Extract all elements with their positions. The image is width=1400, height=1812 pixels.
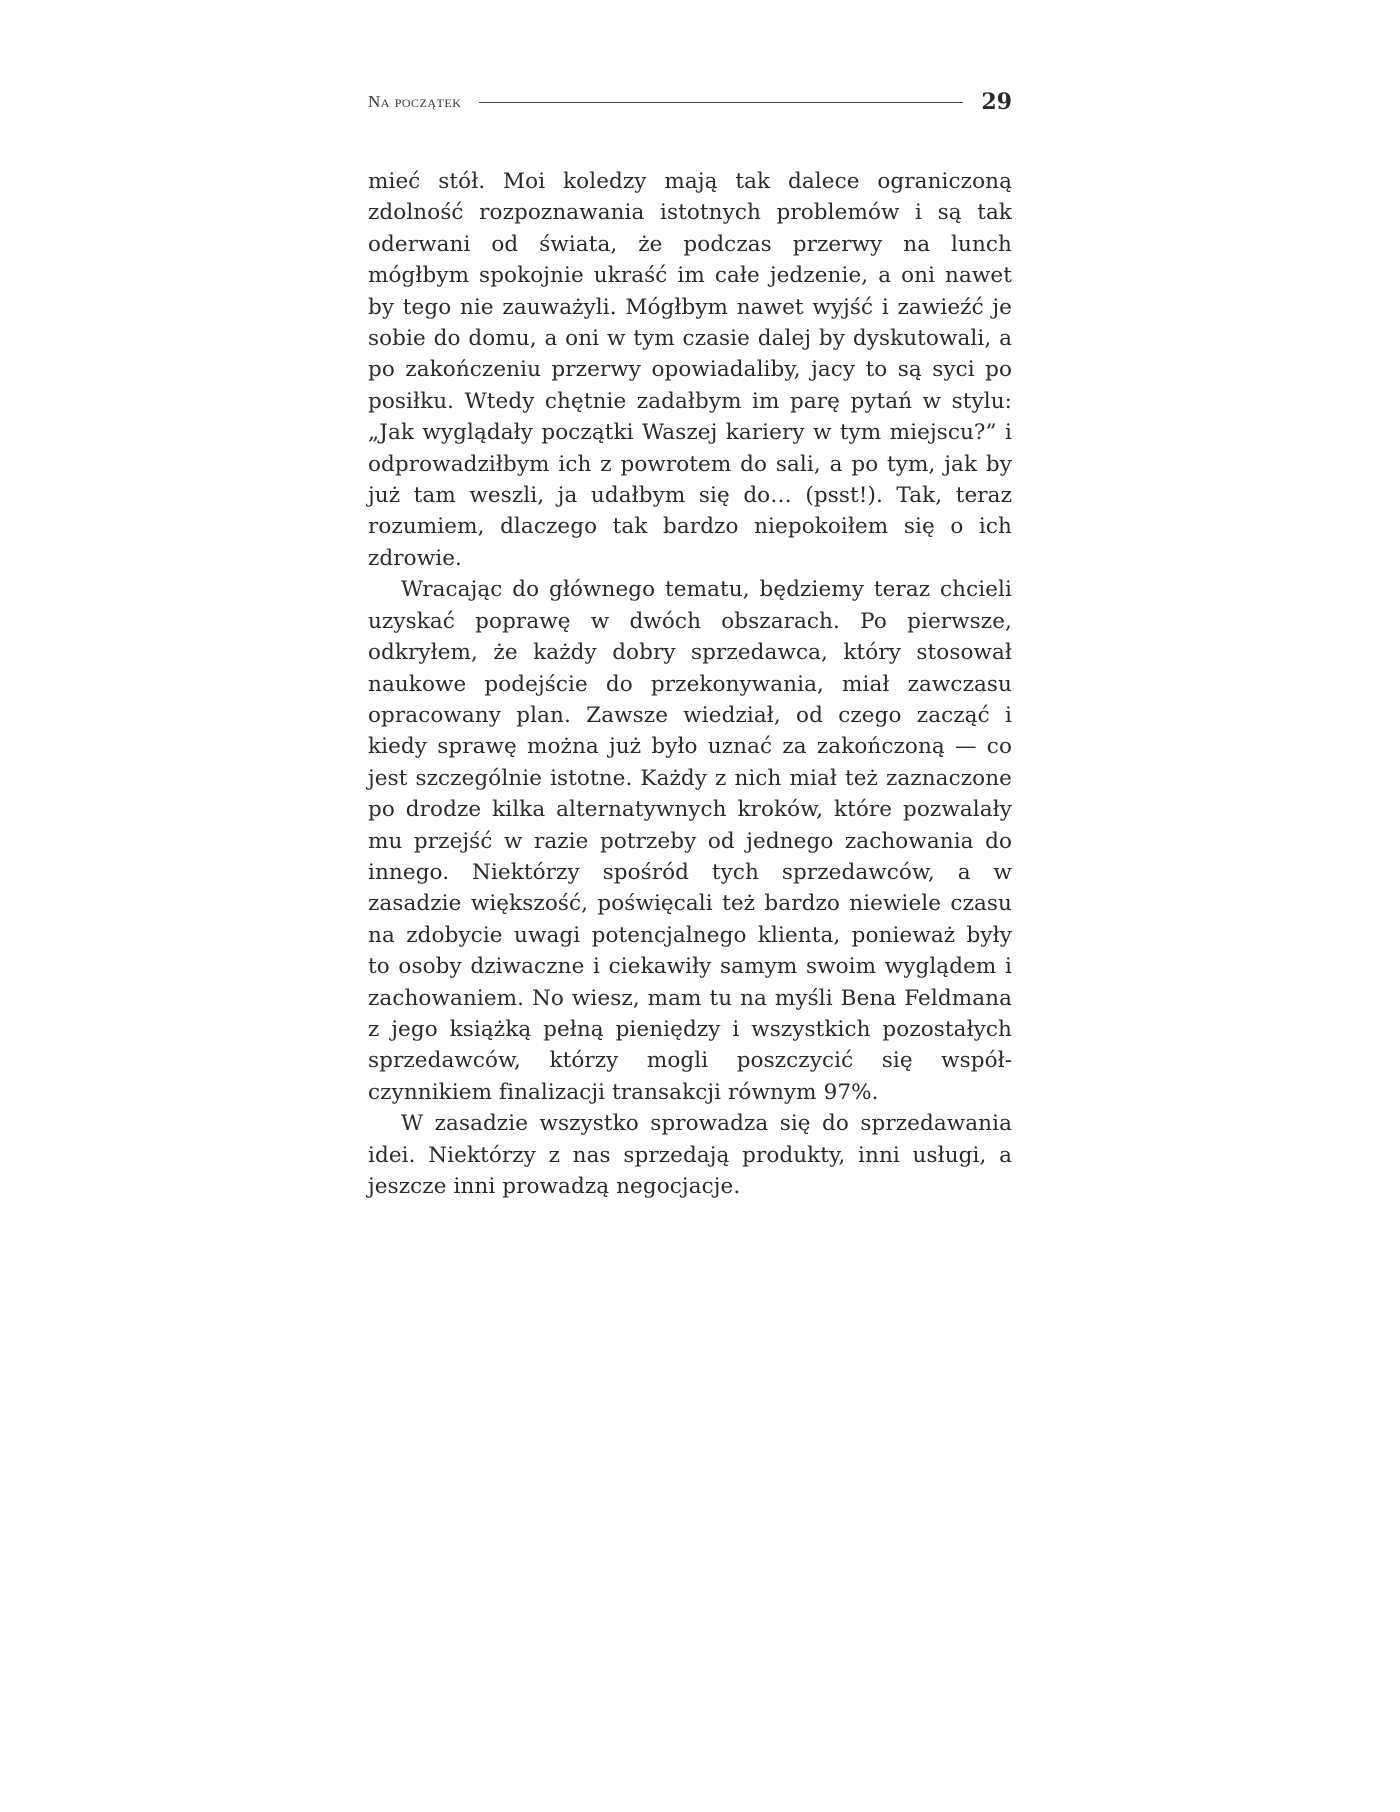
page-number: 29: [981, 89, 1012, 115]
body-text: [368, 166, 1012, 1202]
header-rule: [479, 102, 963, 103]
running-head: [368, 88, 1012, 116]
paragraph-1: mieć stół. Moi koledzy mają tak dalece ograniczoną zdolność rozpoznawania istotnych problemów i są tak oderwani od świata, że podczas przerwy na lunch mógłbym spokojnie ukraść im całe jedzenie, a oni nawet by tego nie zauważyli. Mógłbym nawet wyjść i zawieźć je sobie do domu, a oni w tym czasie dalej by dyskutowali, a po zakończeniu przerwy opowiadaliby, jacy to są syci po posiłku. Wtedy chętnie zadałbym im parę pytań w stylu: „Jak wyglądały początki Waszej kariery w tym miejscu?” i odprowadziłbym ich z powrotem do sali, a po tym, jak by już tam weszli, ja udałbym się do… (psst!). Tak, teraz rozumiem, dlaczego tak bardzo niepokoiłem się o ich zdrowie.: [368, 169, 1012, 571]
running-title: Na początek: [368, 92, 462, 111]
paragraph-2: Wracając do głównego tematu, będziemy teraz chcieli uzyskać poprawę w dwóch obszarach. Po pierwsze, odkryłem, że każdy dobry sprzedawca, który stosował naukowe podejście do przekonywania, miał zawczasu opracowany plan. Zawsze wiedział, od czego zacząć i kiedy sprawę można już było uznać za zakończoną — co jest szczególnie istotne. Każdy z nich miał też zaznaczone po drodze kilka alternatywnych kroków, które pozwalały mu przejść w razie potrzeby od jednego zachowania do innego. Niektórzy spośród tych sprzedawców, a w zasadzie większość, poświęcali też bardzo niewiele czasu na zdobycie uwagi potencjalnego klienta, ponieważ były to osoby dziwaczne i ciekawiły samym swoim wyglądem i zachowaniem. No wiesz, mam tu na myśli Bena Feldmana z jego książką pełną pieniędzy i wszystkich pozostałych sprzedawców, którzy mogli poszczycić się współczynnikiem finalizacji transakcji równym 97%.: [368, 577, 1012, 1105]
paragraph-3: W zasadzie wszystko sprowadza się do sprzedawania idei. Niektórzy z nas sprzedają produkty, inni usługi, a jeszcze inni prowadzą negocjacje.: [368, 1111, 1012, 1199]
